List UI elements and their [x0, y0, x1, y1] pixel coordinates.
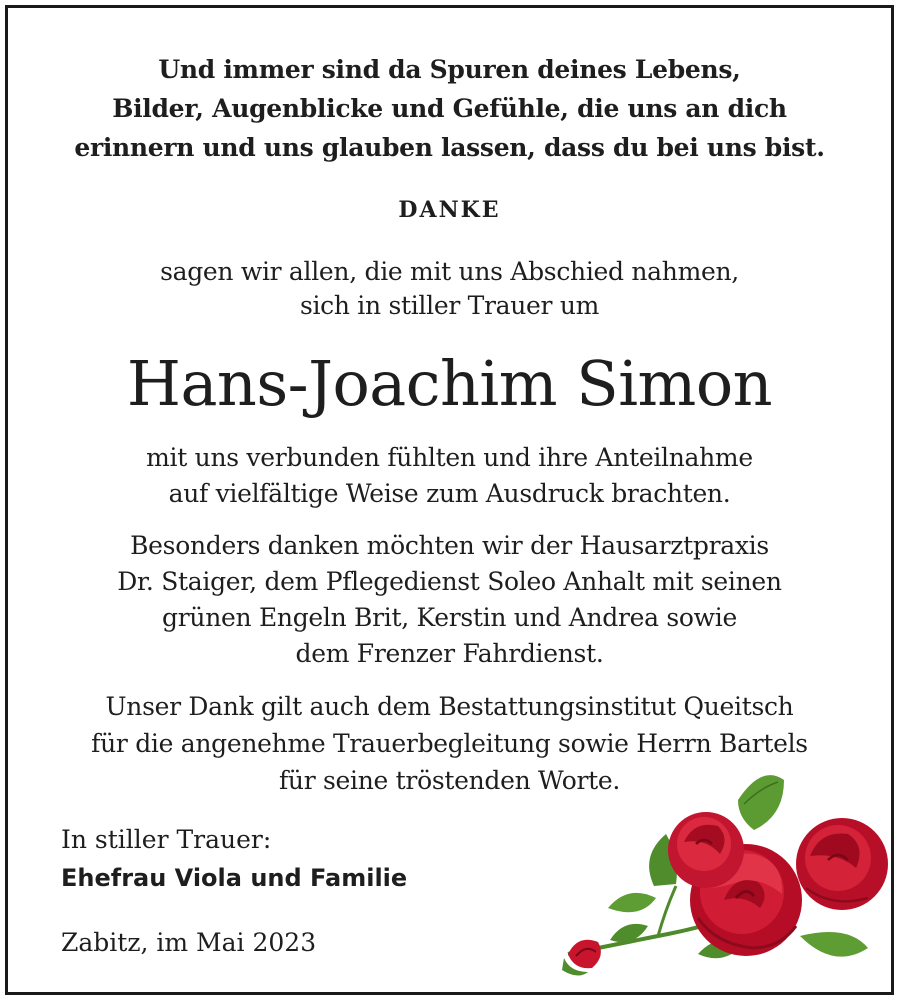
place-date: Zabitz, im Mai 2023	[61, 928, 317, 957]
paragraph-line: für die angenehme Trauerbegleitung sowie Herrn Bartels	[91, 729, 808, 758]
thanks-paragraph-2	[8, 528, 891, 672]
intro-line: sagen wir allen, die mit uns Abschied nahmen,	[160, 257, 739, 286]
danke-heading: DANKE	[398, 197, 501, 223]
paragraph-line: für seine tröstenden Worte.	[278, 766, 621, 795]
red-roses-image	[548, 758, 891, 992]
poem-quote	[8, 50, 891, 167]
thanks-paragraph-1	[8, 440, 891, 512]
intro-line: sich in stiller Trauer um	[299, 291, 600, 320]
poem-line: Bilder, Augenblicke und Gefühle, die uns an dich	[112, 94, 787, 123]
intro-text	[8, 255, 891, 323]
paragraph-line: mit uns verbunden fühlten und ihre Anteilnahme	[146, 443, 753, 472]
paragraph-line: grünen Engeln Brit, Kerstin und Andrea sowie	[162, 603, 737, 632]
deceased-name: Hans-Joachim Simon	[126, 347, 773, 420]
signoff-names: Ehefrau Viola und Familie	[61, 864, 408, 892]
signoff-label: In stiller Trauer:	[61, 825, 272, 854]
paragraph-line: Besonders danken möchten wir der Hausarztpraxis	[130, 531, 769, 560]
poem-line: erinnern und uns glauben lassen, dass du bei uns bist.	[74, 133, 825, 162]
paragraph-line: auf vielfältige Weise zum Ausdruck brachten.	[168, 479, 731, 508]
paragraph-line: Dr. Staiger, dem Pflegedienst Soleo Anhalt mit seinen	[117, 567, 782, 596]
paragraph-line: Unser Dank gilt auch dem Bestattungsinstitut Queitsch	[105, 692, 794, 721]
poem-line: Und immer sind da Spuren deines Lebens,	[158, 55, 741, 84]
paragraph-line: dem Frenzer Fahrdienst.	[295, 639, 604, 668]
obituary-card	[5, 5, 894, 995]
